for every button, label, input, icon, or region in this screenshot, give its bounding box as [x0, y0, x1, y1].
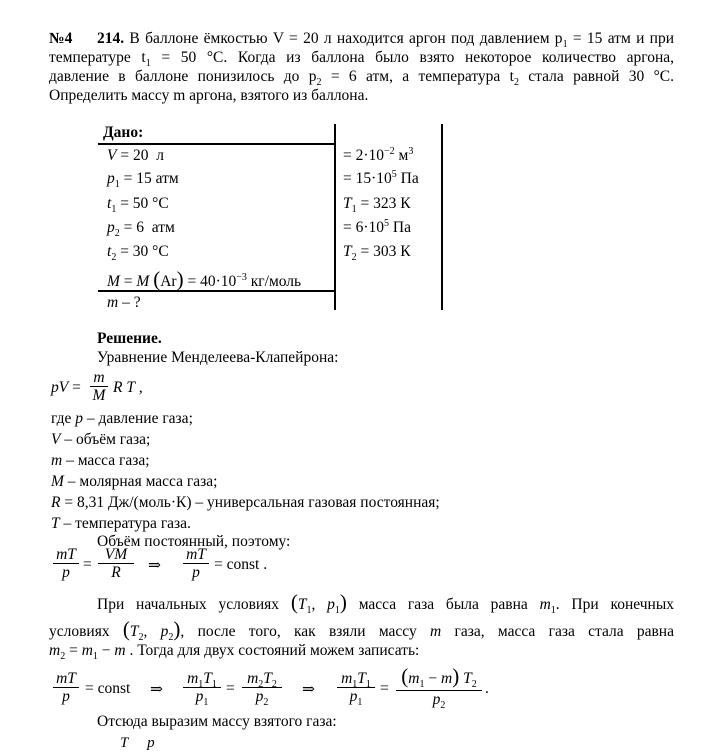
given-header: Дано:: [103, 124, 144, 141]
problem-line-4: Определить массу m аргона, взятого из баллона.: [49, 87, 369, 104]
given-V: V = 20 л: [107, 147, 164, 164]
given-find: m – ?: [107, 294, 141, 311]
volume-constant-text: Объём постоянный, поэтому:: [97, 533, 291, 550]
given-p1: $p_1 = 15$ атм: [107, 170, 179, 191]
next-equation-partial: T p: [120, 735, 155, 751]
si-right-border: [441, 124, 443, 310]
si-T2: $T_2 = 303$ К: [343, 243, 411, 264]
solution-intro: Уравнение Менделеева-Клапейрона:: [97, 349, 339, 366]
where-p: где p – давление газа;: [51, 410, 193, 427]
solution-header: Решение.: [97, 330, 162, 347]
paragraph-line-2: условиях ($T_2$, $p_2$), после того, как взяли массу m газа, масса газа стала равна: [49, 617, 674, 644]
si-p2: = $6\cdot 10^5$ Па: [343, 217, 411, 236]
given-top-rule: [98, 143, 334, 145]
problem-line-2: температуре $t_1 = 50$ °С. Когда из баллона было взято некоторое количество аргона,: [49, 49, 674, 70]
problem-line-1: 214. В баллоне ёмкостью V = 20 л находится аргон под давлением $p_1 = 15$ атм и при: [97, 30, 674, 51]
paragraph-line-3: $m_2 = m_1 - m$ . Тогда для двух состояний можем записать:: [49, 642, 420, 663]
given-M: M = M $(Ar) = 40\cdot 10^{-3}$ кг/моль: [107, 267, 302, 291]
where-V: V – объём газа;: [51, 431, 151, 448]
given-t2: $t_2 = 30$ °С: [107, 243, 169, 264]
si-p1: = $15\cdot 10^5$ Па: [343, 168, 419, 187]
where-T: T – температура газа.: [51, 515, 191, 532]
given-t1: $t_1 = 50$ °С: [107, 195, 169, 216]
express-mass-text: Отсюда выразим массу взятого газа:: [97, 713, 337, 730]
where-m: m – масса газа;: [51, 452, 150, 469]
where-M: M – молярная масса газа;: [51, 473, 218, 490]
given-si-divider: [334, 124, 336, 310]
problem-number: №4: [49, 30, 73, 47]
problem-line-3: давление в баллоне понизилось до $p_2 = 6$ атм, а температура $t_2$ стала равной 30 °С.: [49, 68, 674, 89]
si-V: = $2\cdot 10^{-2}$ $м^3$: [343, 145, 414, 164]
given-p2: $p_2 = 6$ атм: [107, 219, 175, 240]
paragraph-line-1: При начальных условиях ($T_1$, $p_1$) масса газа была равна $m_1$. При конечных: [97, 590, 675, 617]
si-T1: $T_1 = 323$ К: [343, 195, 411, 216]
where-R: R = 8,31 Дж/(моль·К) – универсальная газовая постоянная;: [51, 494, 440, 511]
